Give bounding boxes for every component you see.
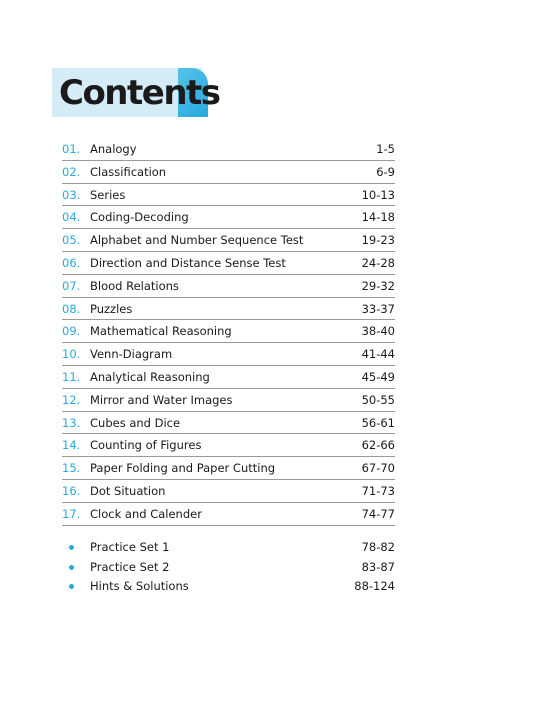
- chapter-row[interactable]: [62, 229, 395, 252]
- chapter-number: 02.: [62, 164, 81, 179]
- chapter-row[interactable]: [62, 480, 395, 503]
- chapter-number: 03.: [62, 187, 81, 202]
- chapter-pages: 41-44: [361, 347, 395, 362]
- chapter-pages: 38-40: [361, 324, 395, 339]
- extra-name: Practice Set 2: [90, 559, 170, 574]
- chapter-name: Paper Folding and Paper Cutting: [90, 461, 276, 476]
- chapter-pages: 10-13: [361, 187, 395, 202]
- extra-pages: 78-82: [361, 540, 395, 554]
- chapter-pages: 45-49: [361, 369, 395, 384]
- chapter-name: Blood Relations: [90, 278, 179, 293]
- chapter-name: Alphabet and Number Sequence Test: [90, 233, 304, 248]
- chapter-row[interactable]: [62, 161, 395, 184]
- chapter-pages: 33-37: [361, 301, 395, 316]
- chapter-pages: 74-77: [361, 506, 395, 521]
- chapter-pages: 50-55: [361, 392, 395, 407]
- chapter-list: [62, 138, 395, 526]
- chapter-name: Analytical Reasoning: [90, 369, 210, 384]
- chapter-row[interactable]: [62, 457, 395, 480]
- chapter-row[interactable]: [62, 298, 395, 321]
- chapter-number: 04.: [62, 210, 81, 225]
- chapter-name: Series: [90, 187, 126, 202]
- bullet-icon: [69, 545, 74, 550]
- chapter-number: 09.: [62, 324, 81, 339]
- chapter-number: 14.: [62, 438, 81, 453]
- chapter-number: 11.: [62, 369, 81, 384]
- chapter-name: Coding-Decoding: [90, 210, 189, 225]
- contents-title-block: [52, 68, 220, 117]
- chapter-row[interactable]: [62, 343, 395, 366]
- extra-row[interactable]: [62, 538, 395, 558]
- extra-pages: 83-87: [361, 559, 395, 574]
- chapter-pages: 56-61: [361, 415, 395, 430]
- chapter-row[interactable]: [62, 412, 395, 435]
- chapter-name: Venn-Diagram: [90, 347, 173, 362]
- chapter-name: Dot Situation: [90, 483, 166, 498]
- chapter-pages: 6-9: [376, 164, 395, 179]
- chapter-name: Direction and Distance Sense Test: [90, 255, 286, 270]
- extra-row[interactable]: [62, 577, 395, 597]
- chapter-pages: 1-5: [376, 142, 395, 156]
- extra-name: Hints & Solutions: [90, 579, 189, 593]
- chapter-number: 17.: [62, 506, 81, 521]
- chapter-number: 01.: [62, 142, 81, 156]
- extra-pages: 88-124: [354, 579, 395, 593]
- extras-list: [62, 538, 395, 597]
- chapter-pages: 24-28: [361, 255, 395, 270]
- chapter-number: 15.: [62, 461, 81, 476]
- chapter-name: Clock and Calender: [90, 506, 202, 521]
- chapter-row[interactable]: [62, 138, 395, 161]
- chapter-number: 10.: [62, 347, 81, 362]
- bullet-icon: [69, 584, 74, 589]
- chapter-row[interactable]: [62, 389, 395, 412]
- bullet-icon: [69, 565, 74, 570]
- chapter-number: 05.: [62, 233, 81, 248]
- chapter-number: 16.: [62, 483, 81, 498]
- chapter-pages: 14-18: [361, 210, 395, 225]
- chapter-name: Counting of Figures: [90, 438, 202, 453]
- chapter-number: 12.: [62, 392, 81, 407]
- extra-name: Practice Set 1: [90, 540, 170, 554]
- page-title: Contents: [59, 73, 220, 113]
- chapter-row[interactable]: [62, 366, 395, 389]
- extra-row[interactable]: [62, 558, 395, 578]
- chapter-row[interactable]: [62, 206, 395, 229]
- chapter-pages: 67-70: [361, 461, 395, 476]
- chapter-row[interactable]: [62, 184, 395, 207]
- chapter-pages: 62-66: [361, 438, 395, 453]
- chapter-row[interactable]: [62, 434, 395, 457]
- chapter-name: Mirror and Water Images: [90, 392, 233, 407]
- chapter-name: Puzzles: [90, 301, 133, 316]
- chapter-name: Cubes and Dice: [90, 415, 181, 430]
- chapter-number: 06.: [62, 255, 81, 270]
- chapter-number: 07.: [62, 278, 81, 293]
- chapter-row[interactable]: [62, 275, 395, 298]
- chapter-name: Classification: [90, 164, 167, 179]
- chapter-number: 13.: [62, 415, 81, 430]
- chapter-pages: 19-23: [361, 233, 395, 248]
- chapter-row[interactable]: [62, 320, 395, 343]
- chapter-row[interactable]: [62, 503, 395, 526]
- chapter-number: 08.: [62, 301, 81, 316]
- chapter-pages: 71-73: [361, 483, 395, 498]
- chapter-row[interactable]: [62, 252, 395, 275]
- chapter-name: Mathematical Reasoning: [90, 324, 232, 339]
- chapter-name: Analogy: [90, 142, 137, 156]
- chapter-pages: 29-32: [361, 278, 395, 293]
